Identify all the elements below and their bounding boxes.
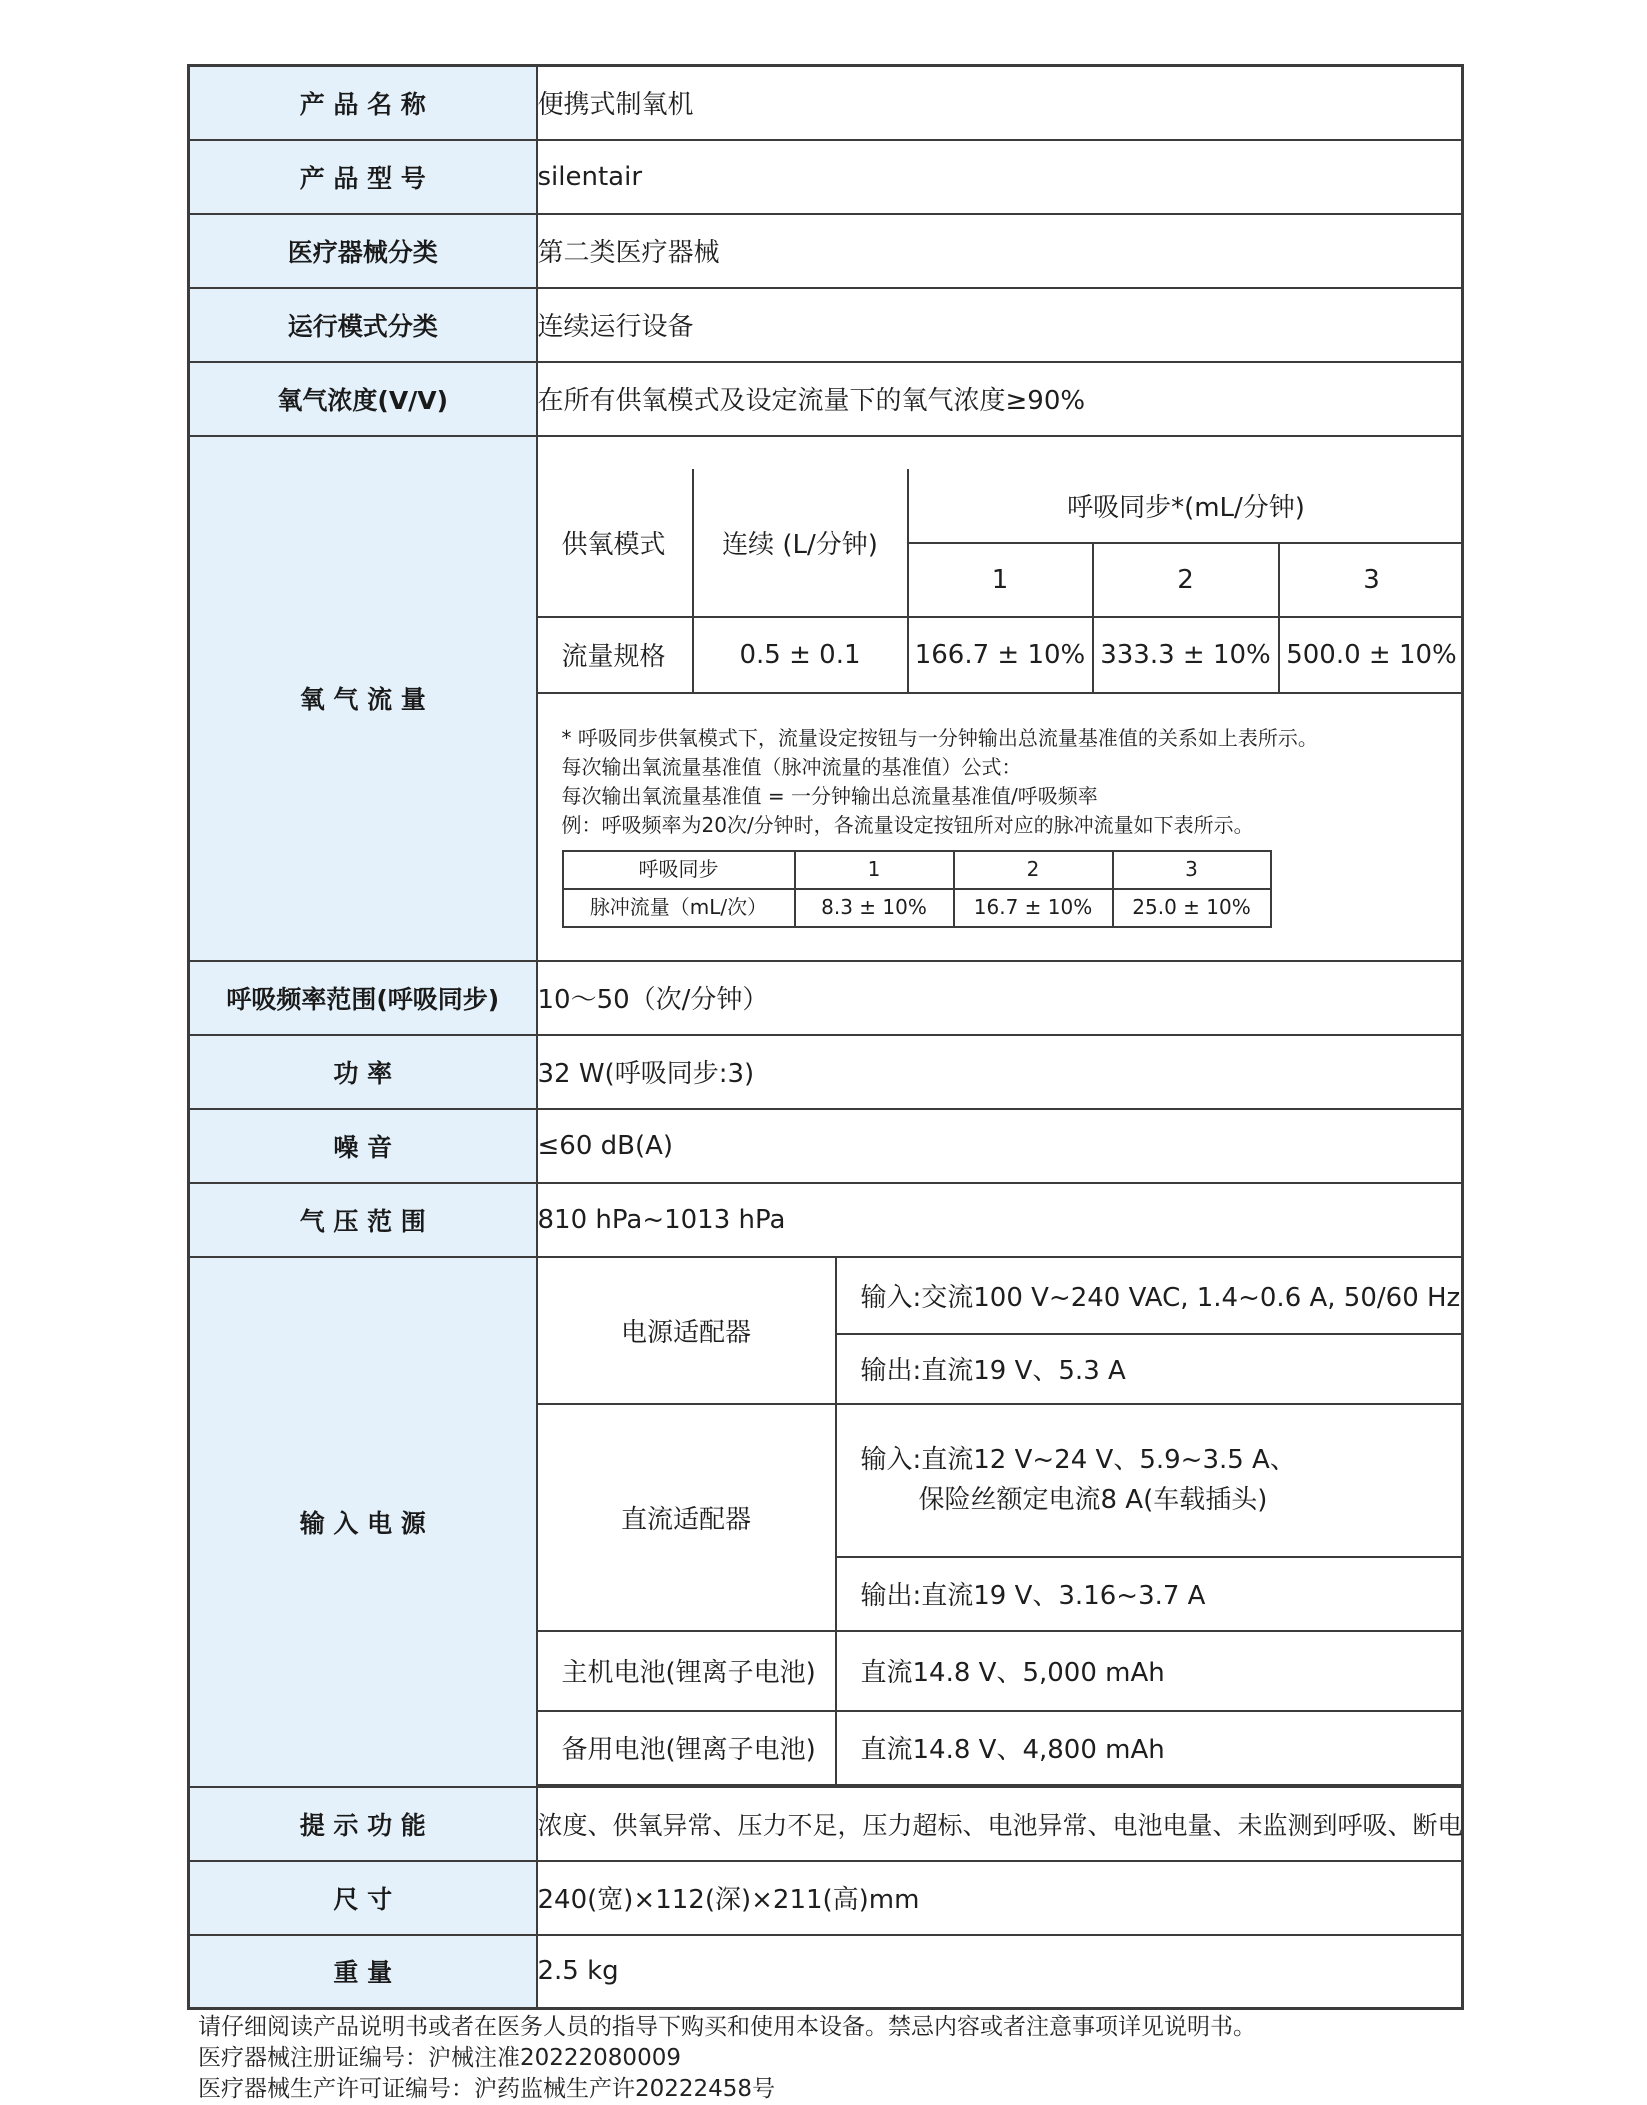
label-product-name: 产 品 名 称 — [189, 66, 537, 140]
value-operation-mode: 连续运行设备 — [537, 288, 1463, 362]
spare-battery-label: 备用电池(锂离子电池) — [538, 1711, 836, 1785]
row-noise — [189, 1109, 1463, 1183]
value-alarm-functions: 浓度、供氧异常、压力不足，压力超标、电池异常、电池电量、未监测到呼吸、断电 — [537, 1787, 1463, 1861]
dc-input-line-2: 保险丝额定电流8 A(车载插头) — [918, 1485, 1268, 1515]
flow-spec-continuous: 0.5 ± 0.1 — [693, 617, 908, 693]
value-weight: 2.5 kg — [537, 1935, 1463, 2009]
row-operation-mode — [189, 288, 1463, 362]
input-power-detail — [537, 1257, 1463, 1787]
label-power: 功 率 — [189, 1035, 537, 1109]
main-battery-value: 直流14.8 V、5,000 mAh — [836, 1631, 1464, 1711]
value-device-class: 第二类医疗器械 — [537, 214, 1463, 288]
dc-adapter-input — [836, 1404, 1464, 1557]
note-line: 例：呼吸频率为20次/分钟时，各流量设定按钮所对应的脉冲流量如下表所示。 — [561, 812, 1254, 837]
header-breath-sync: 呼吸同步*(mL/分钟) — [908, 469, 1464, 543]
footer-line-registration: 医疗器械注册证编号：沪械注准20222080009 — [198, 2045, 681, 2071]
flow-spec-table — [538, 469, 1464, 694]
label-alarm-functions: 提 示 功 能 — [189, 1787, 537, 1861]
value-product-model: silentair — [537, 140, 1463, 214]
row-breath-rate — [189, 961, 1463, 1035]
value-dimensions: 240(宽)×112(深)×211(高)mm — [537, 1861, 1463, 1935]
value-product-name: 便携式制氧机 — [537, 66, 1463, 140]
row-oxygen-concentration — [189, 362, 1463, 436]
pulse-header-2: 2 — [954, 851, 1113, 889]
row-pressure-range — [189, 1183, 1463, 1257]
label-device-class: 医疗器械分类 — [189, 214, 537, 288]
pulse-value-1: 8.3 ± 10% — [795, 889, 954, 927]
label-oxygen-concentration: 氧气浓度(V/V) — [189, 362, 537, 436]
footer-line-license: 医疗器械生产许可证编号：沪药监械生产许20222458号 — [198, 2076, 776, 2102]
sync-col-3: 3 — [1279, 543, 1464, 617]
dc-adapter-output: 输出:直流19 V、3.16~3.7 A — [836, 1557, 1464, 1631]
note-line: 每次输出氧流量基准值（脉冲流量的基准值）公式： — [561, 754, 1022, 779]
row-oxygen-flow — [189, 436, 1463, 961]
footer-line-warning: 请仔细阅读产品说明书或者在医务人员的指导下购买和使用本设备。禁忌内容或者注意事项详见说明书。 — [198, 2014, 1256, 2040]
ac-adapter-input: 输入:交流100 V~240 VAC, 1.4~0.6 A, 50/60 Hz — [836, 1258, 1464, 1334]
value-power: 32 W(呼吸同步:3) — [537, 1035, 1463, 1109]
value-oxygen-concentration: 在所有供氧模式及设定流量下的氧气浓度≥90% — [537, 362, 1463, 436]
ac-adapter-label: 电源适配器 — [538, 1258, 836, 1404]
pulse-value-3: 25.0 ± 10% — [1113, 889, 1271, 927]
row-product-name — [189, 66, 1463, 140]
spare-battery-value: 直流14.8 V、4,800 mAh — [836, 1711, 1464, 1785]
spec-table — [187, 64, 1464, 2010]
footer-notice — [198, 2012, 1256, 2105]
ac-adapter-output: 输出:直流19 V、5.3 A — [836, 1334, 1464, 1404]
flow-spec-label: 流量规格 — [538, 617, 693, 693]
flow-spec-sync-2: 333.3 ± 10% — [1093, 617, 1279, 693]
label-oxygen-flow: 氧 气 流 量 — [189, 436, 537, 961]
value-breath-rate: 10〜50（次/分钟） — [537, 961, 1463, 1035]
pulse-header-3: 3 — [1113, 851, 1271, 889]
dc-input-line-1: 输入:直流12 V~24 V、5.9~3.5 A、 — [860, 1445, 1296, 1475]
note-line: * 呼吸同步供氧模式下，流量设定按钮与一分钟输出总流量基准值的关系如上表所示。 — [561, 725, 1318, 750]
pulse-value-2: 16.7 ± 10% — [954, 889, 1113, 927]
label-dimensions: 尺 寸 — [189, 1861, 537, 1935]
flow-spec-sync-3: 500.0 ± 10% — [1279, 617, 1464, 693]
flow-note — [538, 694, 1462, 928]
row-power — [189, 1035, 1463, 1109]
pulse-header-1: 1 — [795, 851, 954, 889]
row-weight — [189, 1935, 1463, 2009]
note-line: 每次输出氧流量基准值 = 一分钟输出总流量基准值/呼吸频率 — [561, 783, 1098, 808]
row-input-power — [189, 1257, 1463, 1787]
label-product-model: 产 品 型 号 — [189, 140, 537, 214]
pulse-row-label: 脉冲流量（mL/次） — [563, 889, 795, 927]
label-noise: 噪 音 — [189, 1109, 537, 1183]
sync-col-1: 1 — [908, 543, 1093, 617]
input-power-table — [538, 1258, 1464, 1786]
label-input-power: 输 入 电 源 — [189, 1257, 537, 1787]
label-pressure-range: 气 压 范 围 — [189, 1183, 537, 1257]
value-pressure-range: 810 hPa~1013 hPa — [537, 1183, 1463, 1257]
pulse-header-sync: 呼吸同步 — [563, 851, 795, 889]
dc-adapter-label: 直流适配器 — [538, 1404, 836, 1631]
row-dimensions — [189, 1861, 1463, 1935]
main-battery-label: 主机电池(锂离子电池) — [538, 1631, 836, 1711]
value-noise: ≤60 dB(A) — [537, 1109, 1463, 1183]
row-product-model — [189, 140, 1463, 214]
label-weight: 重 量 — [189, 1935, 537, 2009]
sync-col-2: 2 — [1093, 543, 1279, 617]
header-continuous: 连续 (L/分钟) — [693, 469, 908, 617]
label-breath-rate: 呼吸频率范围(呼吸同步) — [189, 961, 537, 1035]
oxygen-flow-detail — [537, 436, 1463, 961]
row-alarm-functions — [189, 1787, 1463, 1861]
label-operation-mode: 运行模式分类 — [189, 288, 537, 362]
row-device-class — [189, 214, 1463, 288]
header-supply-mode: 供氧模式 — [538, 469, 693, 617]
flow-spec-sync-1: 166.7 ± 10% — [908, 617, 1093, 693]
pulse-flow-table — [562, 850, 1272, 928]
